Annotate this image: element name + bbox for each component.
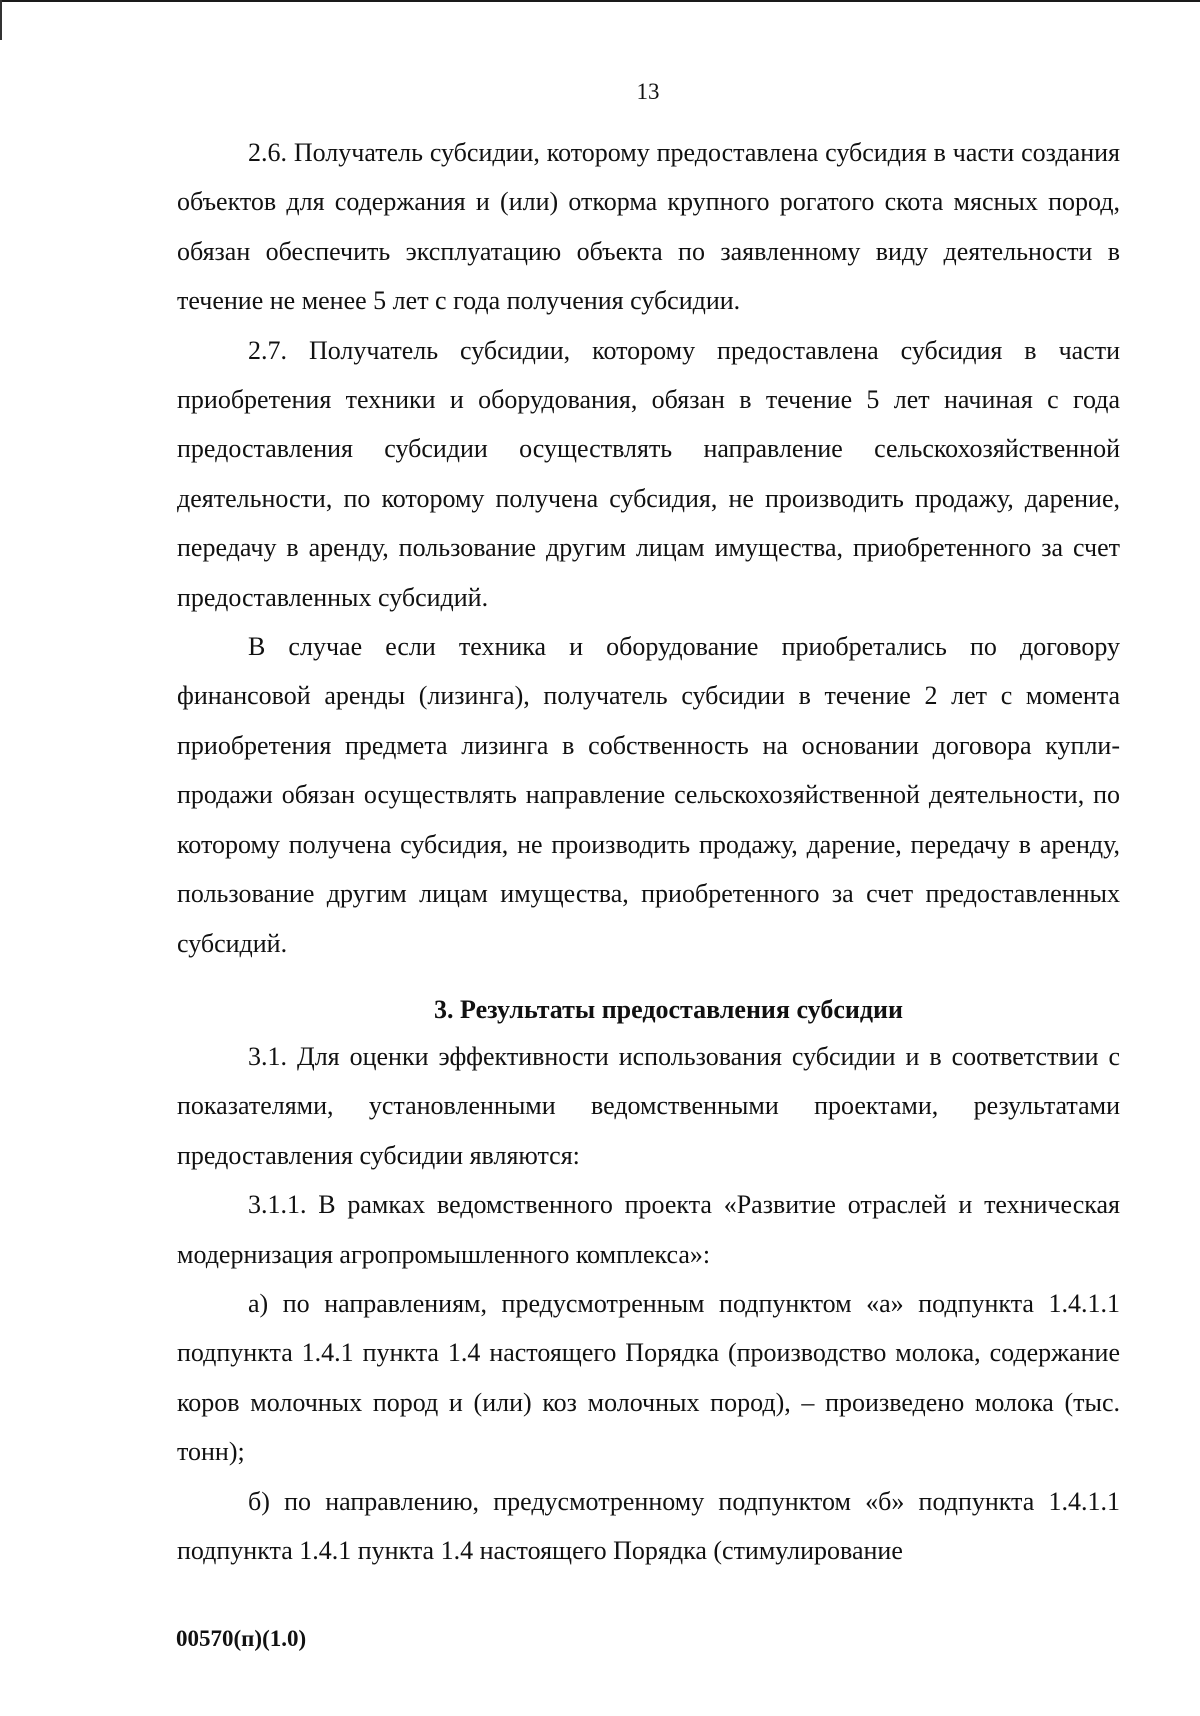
document-body xyxy=(177,128,1120,1575)
paragraph-leasing: В случае если техника и оборудование приобретались по договору финансовой аренды (лизинга), получатель субсидии в течение 2 лет с момента приобретения предмета лизинга в собственность на основании договора купли-продажи обязан осуществлять направление сельскохозяйственной деятельности, по которому получена субсидия, не производить продажу, дарение, передачу в аренду, пользование другим лицам имущества, приобретенного за счет предоставленных субсидий. xyxy=(177,632,1120,958)
paragraph-3-1: 3.1. Для оценки эффективности использования субсидии и в соответствии с показателями, установленными ведомственными проектами, результатами предоставления субсидии являются: xyxy=(177,1041,1120,1170)
paragraph-3-1-1: 3.1.1. В рамках ведомственного проекта «Развитие отраслей и техническая модернизация агропромышленного комплекса»: xyxy=(177,1190,1120,1269)
paragraph-item-a: а) по направлениям, предусмотренным подпунктом «а» подпункта 1.4.1.1 подпункта 1.4.1 пункта 1.4 настоящего Порядка (производство молока, содержание коров молочных пород и (или) коз молочных пород), – произведено молока (тыс. тонн); xyxy=(177,1288,1120,1467)
document-code: 00570(п)(1.0) xyxy=(176,1626,307,1651)
scan-left-edge-line xyxy=(0,0,2,40)
paragraph-item-b: б) по направлению, предусмотренному подпунктом «б» подпункта 1.4.1.1 подпункта 1.4.1 пункта 1.4 настоящего Порядка (стимулирование xyxy=(177,1486,1120,1565)
paragraph-2-7: 2.7. Получатель субсидии, которому предоставлена субсидия в части приобретения техники и оборудования, обязан в течение 5 лет начиная с года предоставления субсидии осуществлять направление сельскохозяйственной деятельности, по которому получена субсидия, не производить продажу, дарение, передачу в аренду, пользование другим лицам имущества, приобретенного за счет предоставленных субсидий. xyxy=(177,335,1120,612)
scan-top-edge-line xyxy=(0,0,1200,2)
section-heading: 3. Результаты предоставления субсидии xyxy=(434,994,903,1024)
page-number: 13 xyxy=(636,79,660,104)
paragraph-2-6: 2.6. Получатель субсидии, которому предоставлена субсидия в части создания объектов для содержания и (или) откорма крупного рогатого скота мясных пород, обязан обеспечить эксплуатацию объекта по заявленному виду деятельности в течение не менее 5 лет с года получения субсидии. xyxy=(177,138,1120,316)
